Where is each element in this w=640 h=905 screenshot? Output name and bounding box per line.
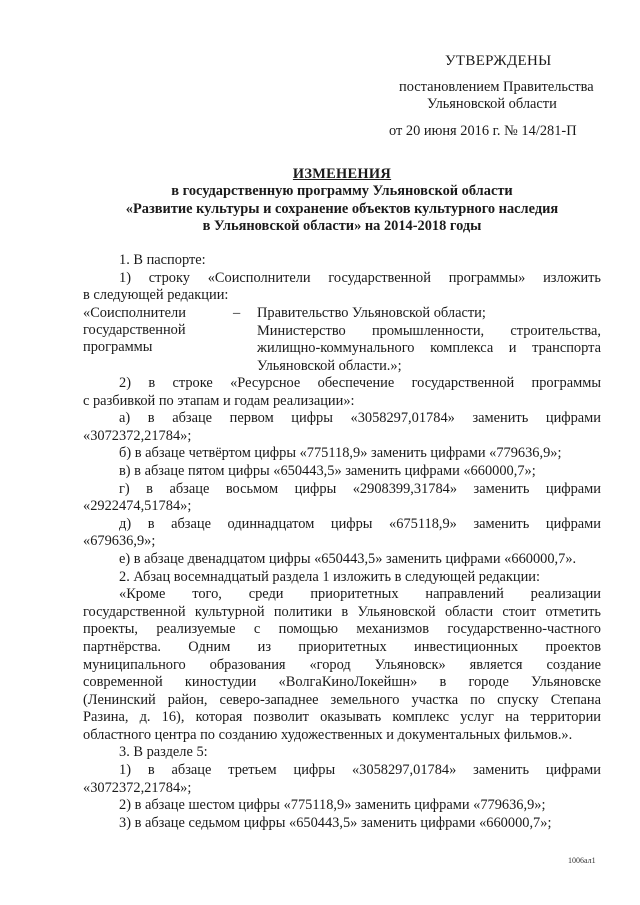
subitem-g-line-2: «2922474,51784»;	[83, 498, 192, 515]
passport-left-2: государственной	[83, 322, 186, 338]
quote-line-6: современной киностудии «ВолгаКиноЛокейшн» в городе Ульяновске	[83, 674, 601, 691]
approval-line-1: постановлением Правительства	[399, 79, 594, 95]
subitem-d-line-1: д) в абзаце одиннадцатом цифры «675118,9» заменить цифрами	[119, 515, 601, 532]
passport-left-1: «Соисполнители	[83, 305, 186, 321]
approval-date: от 20 июня 2016 г. № 14/281-П	[389, 123, 577, 139]
section-1-heading: 1. В паспорте:	[119, 252, 206, 268]
section-3-item-1-line-2: «3072372,21784»;	[83, 779, 192, 796]
quote-line-4: партнёрства. Одним из приоритетных инвестиционных проектов	[83, 638, 601, 655]
approval-heading: УТВЕРЖДЕНЫ	[445, 53, 552, 69]
section-3-item-2: 2) в абзаце шестом цифры «775118,9» заменить цифрами «779636,9»;	[119, 797, 546, 814]
quote-line-1: «Кроме того, среди приоритетных направлений реализации	[119, 586, 601, 603]
item-1-line-2: в следующей редакции:	[83, 287, 229, 304]
section-3-item-3: 3) в абзаце седьмом цифры «650443,5» заменить цифрами «660000,7»;	[119, 814, 552, 831]
passport-right-1: Правительство Ульяновской области;	[257, 305, 486, 321]
section-1	[83, 252, 601, 305]
quote-line-9: областного центра по созданию художественных и документальных фильмов.».	[83, 726, 573, 743]
passport-right-2: Министерство промышленности, строительства,	[257, 322, 601, 339]
quote-line-3: проекты, реализуемые с помощью механизмов государственно-частного	[83, 621, 601, 638]
title-line-3: «Развитие культуры и сохранение объектов культурного наследия	[125, 200, 559, 217]
subitem-v: в) в абзаце пятом цифры «650443,5» заменить цифрами «660000,7»;	[119, 462, 536, 479]
approval-line-2: Ульяновской области	[427, 96, 557, 112]
title-line-2: в государственную программу Ульяновской области	[171, 183, 513, 200]
section-3-item-1-line-1: 1) в абзаце третьем цифры «3058297,01784» заменить цифрами	[119, 762, 601, 779]
item-2-line-1: 2) в строке «Ресурсное обеспечение государственной программы	[119, 375, 601, 391]
subitem-g-line-1: г) в абзаце восьмом цифры «2908399,31784» заменить цифрами	[119, 480, 601, 497]
item-2-line-2: с разбивкой по этапам и годам реализации»:	[83, 392, 355, 409]
document-title	[83, 166, 601, 236]
passport-right-4: Ульяновской области.»;	[257, 357, 402, 374]
title-heading: ИЗМЕНЕНИЯ	[292, 166, 392, 182]
passport-left-3: программы	[83, 339, 153, 355]
title-line-4: в Ульяновской области» на 2014-2018 годы	[202, 218, 482, 235]
section-3-heading: 3. В разделе 5:	[119, 744, 208, 761]
quote-line-8: Разина, д. 16), которая позволит оказывать комплекс услуг на территории	[83, 709, 601, 726]
subitem-b: б) в абзаце четвёртом цифры «775118,9» заменить цифрами «779636,9»;	[119, 445, 562, 462]
item-1-line-1: 1) строку «Соисполнители государственной программы» изложить	[119, 269, 601, 286]
page-footer-code: 1006ал1	[568, 856, 596, 865]
quote-line-2: государственной культурной политики в Ульяновской области стоит отметить	[83, 603, 601, 620]
quote-line-5: муниципального образования «город Ульяновск» является создание	[83, 656, 601, 673]
subitem-d-line-2: «679636,9»;	[83, 533, 156, 550]
quote-line-7: (Ленинский район, северо-западнее земельного участка по спуску Степана	[83, 691, 601, 708]
passport-right	[257, 305, 601, 375]
subitem-a-line-2: «3072372,21784»;	[83, 427, 192, 444]
section-1-item-2	[83, 375, 601, 832]
passport-right-3: жилищно-коммунального комплекса и транспорта	[257, 340, 601, 357]
subitem-e: е) в абзаце двенадцатом цифры «650443,5» заменить цифрами «660000,7».	[119, 550, 577, 567]
subitem-a-line-1: а) в абзаце первом цифры «3058297,01784» заменить цифрами	[119, 410, 601, 427]
section-2-heading: 2. Абзац восемнадцатый раздела 1 изложить в следующей редакции:	[119, 568, 540, 585]
passport-dash: –	[233, 305, 241, 321]
